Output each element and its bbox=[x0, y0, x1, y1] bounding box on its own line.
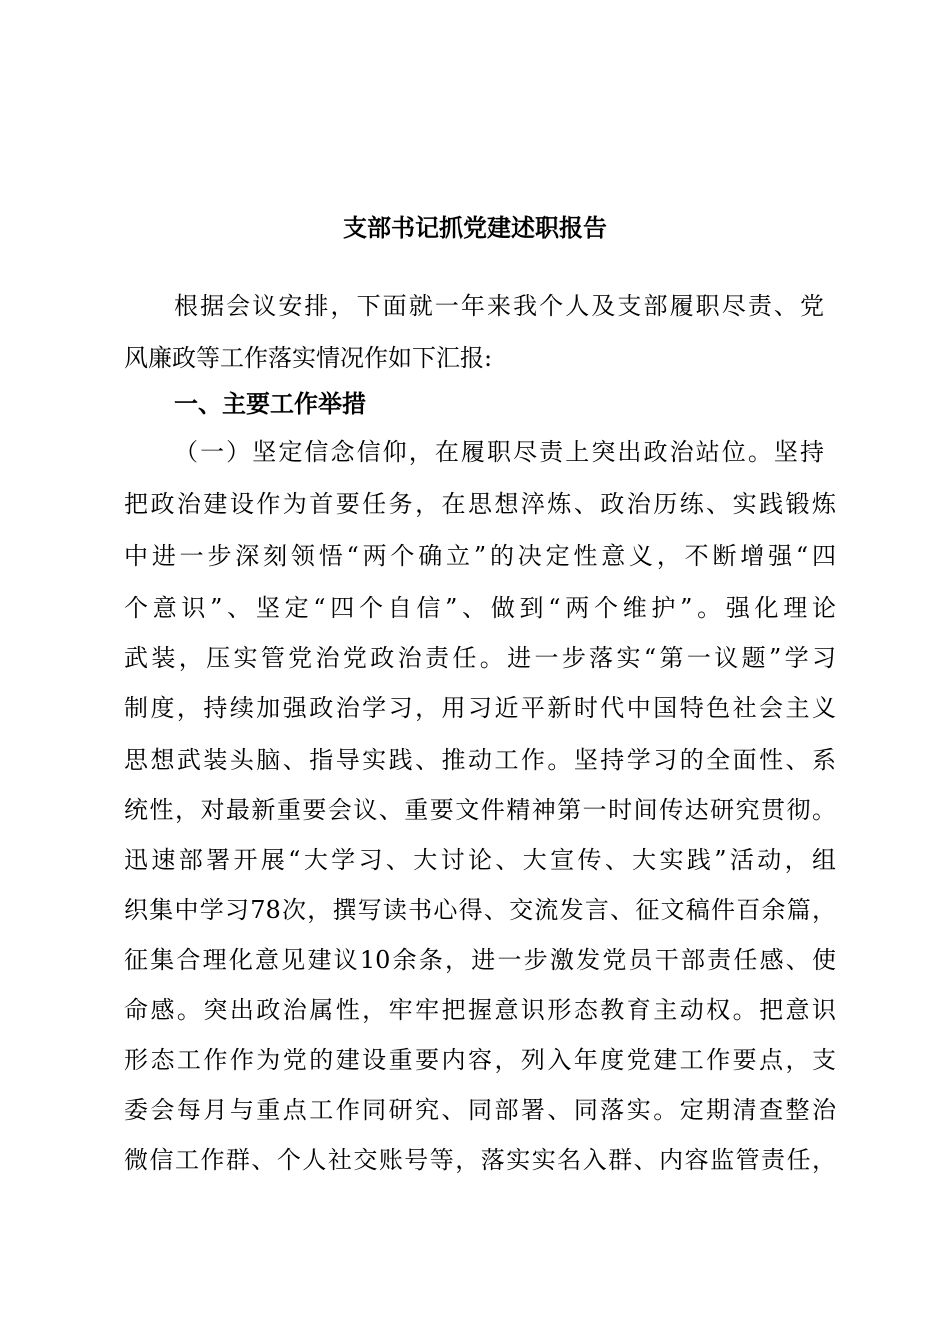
paragraph-line: 中进一步深刻领悟“两个确立”的决定性意义，不断增强“四 bbox=[124, 542, 836, 570]
section-heading: 一、主要工作举措 bbox=[174, 390, 366, 418]
paragraph-line: 武装，压实管党治党政治责任。进一步落实“第一议题”学习 bbox=[124, 644, 836, 672]
intro-line: 根据会议安排，下面就一年来我个人及支部履职尽责、党 bbox=[174, 292, 824, 320]
paragraph-line: （一）坚定信念信仰，在履职尽责上突出政治站位。坚持 bbox=[174, 438, 824, 466]
paragraph-line: 迅速部署开展“大学习、大讨论、大宣传、大实践”活动，组 bbox=[124, 846, 836, 874]
paragraph-line: 制度，持续加强政治学习，用习近平新时代中国特色社会主义 bbox=[124, 694, 836, 722]
document-title: 支部书记抓党建述职报告 bbox=[343, 213, 607, 242]
paragraph-line: 统性，对最新重要会议、重要文件精神第一时间传达研究贯彻。 bbox=[124, 796, 836, 824]
paragraph-line: 命感。突出政治属性，牢牢把握意识形态教育主动权。把意识 bbox=[124, 996, 836, 1024]
paragraph-line: 把政治建设作为首要任务，在思想淬炼、政治历练、实践锻炼 bbox=[124, 490, 836, 518]
paragraph-line: 个意识”、坚定“四个自信”、做到“两个维护”。强化理论 bbox=[124, 594, 836, 622]
intro-line: 风廉政等工作落实情况作如下汇报: bbox=[124, 344, 493, 372]
paragraph-line: 思想武装头脑、指导实践、推动工作。坚持学习的全面性、系 bbox=[124, 746, 836, 774]
paragraph-line: 微信工作群、个人社交账号等，落实实名入群、内容监管责任， bbox=[124, 1146, 836, 1174]
paragraph-line: 征集合理化意见建议10余条，进一步激发党员干部责任感、使 bbox=[124, 946, 836, 974]
paragraph-line: 织集中学习78次，撰写读书心得、交流发言、征文稿件百余篇， bbox=[124, 896, 836, 924]
paragraph-line: 形态工作作为党的建设重要内容，列入年度党建工作要点，支 bbox=[124, 1046, 836, 1074]
paragraph-line: 委会每月与重点工作同研究、同部署、同落实。定期清查整治 bbox=[124, 1096, 836, 1124]
